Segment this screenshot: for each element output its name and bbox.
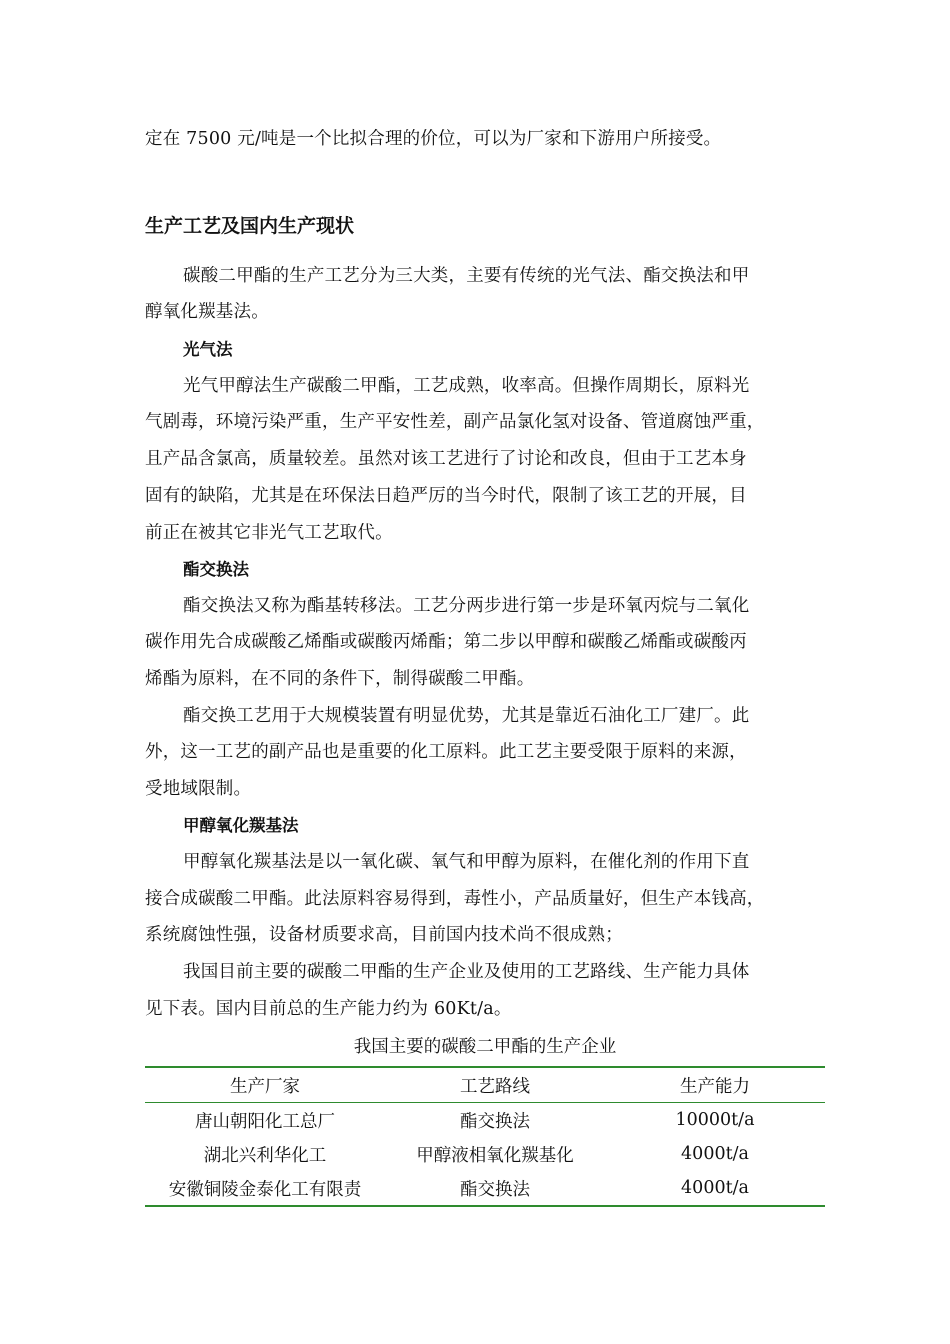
column-header: 生产能力 [680,1076,750,1097]
table-cell: 甲醇液相氧化羰基化 [416,1145,574,1166]
table-cell: 湖北兴利华化工 [203,1145,327,1166]
subsection-title-transester: 酯交换法 [183,560,249,579]
paragraph-line: 烯酯为原料，在不同的条件下，制得碳酸二甲酯。 [145,669,535,689]
paragraph-line: 且产品含氯高，质量较差。虽然对该工艺进行了讨论和改良，但由于工艺本身 [145,449,747,469]
column-header: 生产厂家 [230,1076,300,1097]
table-cell: 酯交换法 [460,1111,530,1132]
paragraph-line: 我国目前主要的碳酸二甲酯的生产企业及使用的工艺路线、生产能力具体 [183,962,750,982]
paragraph-line: 酯交换法又称为酯基转移法。工艺分两步进行第一步是环氧丙烷与二氧化 [183,596,750,616]
subsection-title-oxidative: 甲醇氧化羰基法 [183,816,299,835]
table-cell: 10000t/a [675,1110,755,1130]
section-title: 生产工艺及国内生产现状 [145,215,355,237]
table-row [145,1103,825,1138]
table-row [145,1171,825,1206]
column-header: 工艺路线 [460,1076,530,1097]
table-caption: 我国主要的碳酸二甲酯的生产企业 [353,1037,617,1057]
paragraph-line: 酯交换工艺用于大规模装置有明显优势，尤其是靠近石油化工厂建厂。此 [183,706,750,726]
intro-line: 定在 7500 元/吨是一个比拟合理的价位，可以为厂家和下游用户所接受。 [145,129,722,149]
paragraph-line: 碳作用先合成碳酸乙烯酯或碳酸丙烯酯；第二步以甲醇和碳酸乙烯酯或碳酸丙 [145,632,747,652]
paragraph-line: 见下表。国内目前总的生产能力约为 60Kt/a。 [145,999,512,1019]
paragraph-line: 受地域限制。 [145,779,252,799]
subsection-title-phosgene: 光气法 [183,340,233,359]
table-cell: 4000t/a [681,1144,749,1164]
table-cell: 安徽铜陵金泰化工有限责 [168,1179,362,1200]
table-header-row [145,1067,825,1103]
paragraph-line: 系统腐蚀性强，设备材质要求高，目前国内技术尚不很成熟； [145,925,623,945]
table-cell: 4000t/a [681,1178,749,1198]
paragraph-line: 气剧毒，环境污染严重，生产平安性差，副产品氯化氢对设备、管道腐蚀严重， [145,412,765,432]
paragraph-line: 碳酸二甲酯的生产工艺分为三大类，主要有传统的光气法、酯交换法和甲 [183,266,750,286]
paragraph-line: 固有的缺陷，尤其是在环保法日趋严厉的当今时代，限制了该工艺的开展，目 [145,486,747,506]
paragraph-line: 外，这一工艺的副产品也是重要的化工原料。此工艺主要受限于原料的来源， [145,742,747,762]
paragraph-line: 醇氧化羰基法。 [145,302,269,322]
paragraph-line: 前正在被其它非光气工艺取代。 [145,523,393,543]
paragraph-line: 接合成碳酸二甲酯。此法原料容易得到，毒性小，产品质量好，但生产本钱高， [145,889,765,909]
table-cell: 唐山朝阳化工总厂 [195,1111,335,1132]
table-row [145,1137,825,1171]
table-cell: 酯交换法 [460,1179,530,1200]
paragraph-line: 甲醇氧化羰基法是以一氧化碳、氧气和甲醇为原料，在催化剂的作用下直 [183,852,750,872]
paragraph-line: 光气甲醇法生产碳酸二甲酯，工艺成熟，收率高。但操作周期长，原料光 [183,376,750,396]
producers-table [145,1066,825,1207]
